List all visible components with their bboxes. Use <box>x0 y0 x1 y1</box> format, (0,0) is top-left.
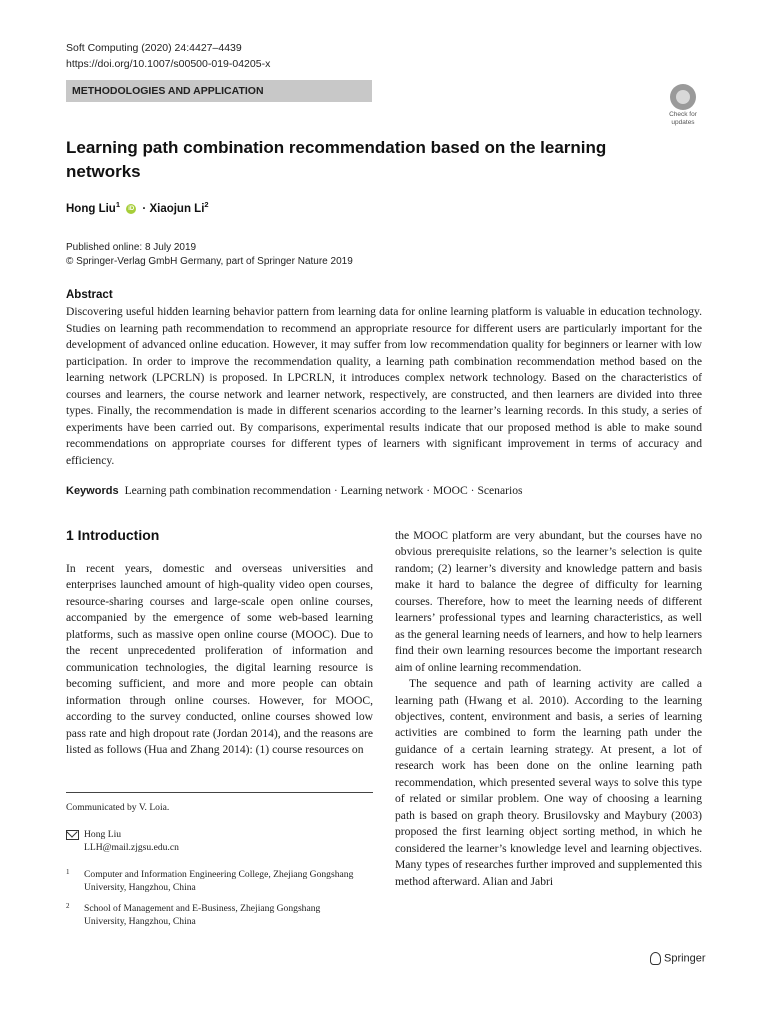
envelope-icon <box>66 830 79 840</box>
paragraph: In recent years, domestic and overseas universities and enterprises launched amount of high-quality video open courses, resource-sharing courses and large-scale open online courses, accompanied by the emergence of some web-based learning platforms, such as massive open online course (MOOC). Due to the recent unprecedented proliferation of information and communication technologies, the digital learning resource is becoming sufficient, and more and more people can obtain information through online courses. However, for MOOC, according to the survey conducted, online courses showed low pass rate and high dropout rate (Jordan 2014), and the reasons are listed as follows (Hua and Zhang 2014): (1) course resources on <box>66 562 373 756</box>
article-title: Learning path combination recommendation based on the learning networks <box>66 138 607 181</box>
article-category-banner: METHODOLOGIES AND APPLICATION <box>66 80 372 102</box>
author-affiliation-number: 1 <box>115 200 120 209</box>
check-updates-label-1: Check for <box>669 111 697 118</box>
author-separator: · <box>142 202 147 215</box>
corresponding-author-name: Hong Liu <box>84 829 122 840</box>
springer-horse-icon <box>650 952 661 965</box>
affiliation-number: 1 <box>66 868 70 876</box>
communicated-by: Communicated by V. Loia. <box>66 802 170 813</box>
affiliation: School of Management and E-Business, Zhejiang Gongshang University, Hangzhou, China <box>84 903 321 927</box>
section-heading: 1 Introduction <box>66 527 160 543</box>
journal-header <box>66 40 270 72</box>
published-date: Published online: 8 July 2019 <box>66 242 197 253</box>
author-name[interactable]: Xiaojun Li <box>149 202 205 215</box>
paragraph: the MOOC platform are very abundant, but the courses have no obvious prerequisite relations, so the learner’s selection is quite random; (2) learner’s diversity and knowledge pattern and basis make it hard to balance the degree of difficulty for learning courses. Therefore, how to meet the learning needs of different learners’ professional types and learning characteristics, as well as the general learning needs of learners, and how to help learners find their own learning resources become the important research aim of online learning recommendation. <box>395 529 702 674</box>
keywords-line <box>66 484 702 497</box>
corresponding-author-email[interactable]: LLH@mail.zjgsu.edu.cn <box>84 842 179 853</box>
abstract-heading: Abstract <box>66 289 113 301</box>
check-for-updates-badge[interactable] <box>664 84 702 126</box>
paragraph: The sequence and path of learning activity are called a learning path (Hwang et al. 2010). According to the learning objectives, content, environment and basis, a series of learning activities are combined to form the learning path under the guidance of a certain learning strategy. At present, a lot of research work has been done on the online learning path recommendation, which presented several ways to solve this type of related or similar problem. One way of choosing a learning path is based on graph theory. Brusilovsky and Maybury (2003) proposed the first learning object sorting method, in which he considered the learner’s knowledge level and learning objectives. Many types of researches further improved and supplemented this method afterward. Alian and Jabri <box>395 677 702 888</box>
publication-info <box>66 241 353 269</box>
author-list <box>66 200 209 215</box>
right-column <box>395 528 702 890</box>
abstract-text: Discovering useful hidden learning behavior pattern from learning data for online learning platform is valuable in education technology. Studies on learning path recommendation to recommend an appropriate resource for different users are particularly important for the development of advanced online education. However, it may suffer from low recommendation quality for beginners or learner with low participation. In order to improve the recommendation quality, a learning path combination recommendation method based on the learning network (LPCRLN) is proposed. In LPCRLN, it introduces complex network technology. Based on the characteristics of courses and learners, the course network and learner network, respectively, are constructed, and then learners are divided into three types. Finally, the recommendation is made in different scenarios according to the learner’s learning records. In this study, a series of experiments have been carried out. By comparisons, experimental results indicate that our proposed method is able to make sound recommendations on appropriate courses for different types of learners with significant improvement in terms of accuracy and efficiency. <box>66 305 702 467</box>
keywords-text: Learning path combination recommendation · Learning network · MOOC · Scenarios <box>124 484 523 497</box>
affiliation-number: 2 <box>66 902 70 910</box>
publisher-logo <box>650 952 706 965</box>
doi-link[interactable]: https://doi.org/10.1007/s00500-019-04205-x <box>66 58 271 70</box>
corresponding-author <box>84 828 179 854</box>
journal-citation: Soft Computing (2020) 24:4427–4439 <box>66 42 242 54</box>
author-affiliation-number: 2 <box>204 200 209 209</box>
check-updates-icon <box>670 84 696 110</box>
affiliation: Computer and Information Engineering College, Zhejiang Gongshang University, Hangzhou, China <box>84 869 354 893</box>
check-updates-label-2: updates <box>671 119 695 126</box>
publisher-name: Springer <box>664 952 706 965</box>
keywords-label: Keywords <box>66 485 119 497</box>
orcid-icon[interactable]: iD <box>128 205 135 212</box>
author-name[interactable]: Hong Liu <box>66 202 116 215</box>
copyright-line: © Springer-Verlag GmbH Germany, part of Springer Nature 2019 <box>66 256 353 267</box>
footnote-divider <box>66 792 373 793</box>
left-column <box>66 561 373 758</box>
